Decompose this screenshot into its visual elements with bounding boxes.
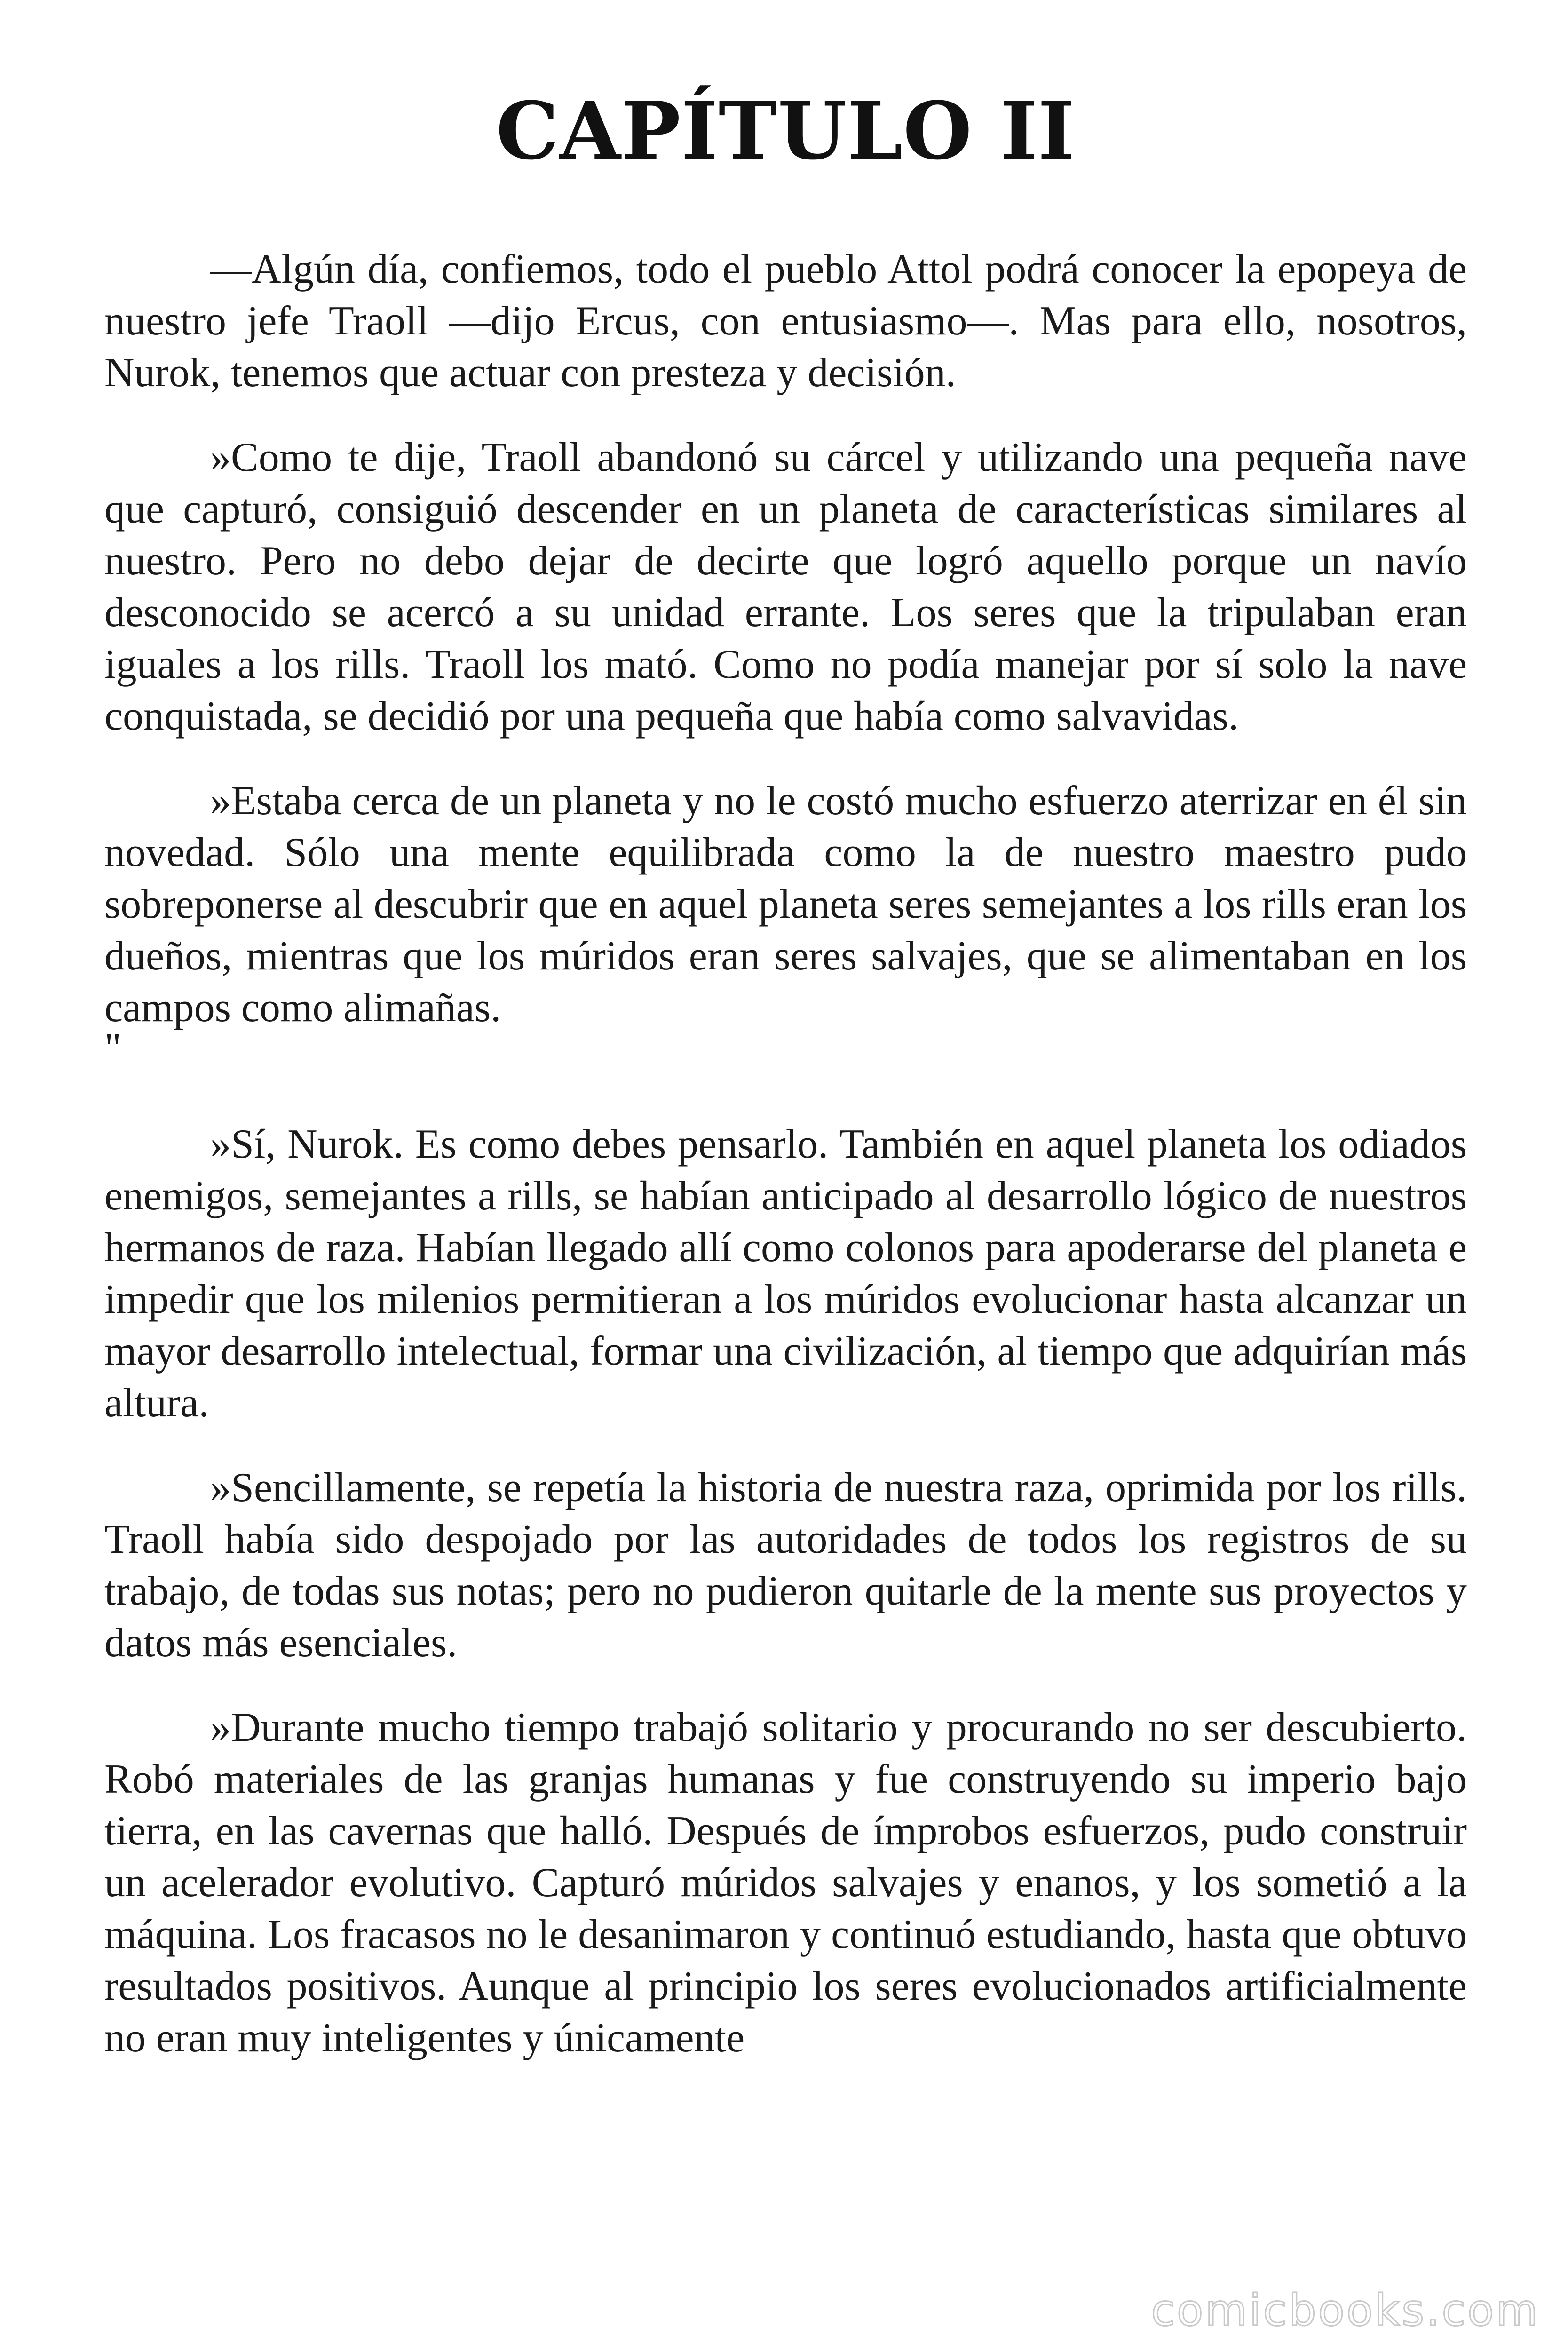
- chapter-body: [104, 244, 1467, 2064]
- chapter-title: CAPÍTULO II: [496, 84, 1076, 177]
- paragraph-5: »Sencillamente, se repetía la historia de nuestra raza, oprimida por los rills. Traoll había sido despojado por las autoridades de todos los registros de su trabajo, de todas sus notas; pero no pudieron quitarle de la mente sus proyectos y datos más esenciales.: [104, 1465, 1467, 1666]
- paragraph-6: »Durante mucho tiempo trabajó solitario y procurando no ser descubierto. Robó materiales de las granjas humanas y fue construyendo su imperio bajo tierra, en las cavernas que halló. Después de ímprobos esfuerzos, pudo construir un acelerador evolutivo. Capturó múridos salvajes y enanos, y los sometió a la máquina. Los fracasos no le desanimaron y continuó estudiando, hasta que obtuvo resultados positivos. Aunque al principio los seres evolucionados artificialmente no eran muy inteligentes y únicamente: [104, 1705, 1467, 2061]
- paragraph-4: »Sí, Nurok. Es como debes pensarlo. También en aquel planeta los odiados enemigos, semejantes a rills, se habían anticipado al desarrollo lógico de nuestros hermanos de raza. Habían llegado allí como colonos para apoderarse del planeta e impedir que los milenios permitieran a los múridos evolucionar hasta alcanzar un mayor desarrollo intelectual, formar una civilización, al tiempo que adquirían más altura.: [104, 1121, 1467, 1426]
- paragraph-1: —Algún día, confiemos, todo el pueblo Attol podrá conocer la epopeya de nuestro jefe Traoll —dijo Ercus, con entusiasmo—. Mas para ello, nosotros, Nurok, tenemos que actuar con presteza y decisión.: [104, 246, 1467, 396]
- watermark-logo: comicbooks.com: [1151, 2285, 1540, 2336]
- paragraph-2: »Como te dije, Traoll abandonó su cárcel y utilizando una pequeña nave que capturó, consiguió descender en un planeta de características similares al nuestro. Pero no debo dejar de decirte que logró aquello porque un navío desconocido se acercó a su unidad errante. Los seres que la tripulaban eran iguales a los rills. Traoll los mató. Como no podía manejar por sí solo la nave conquistada, se decidió por una pequeña que había como salvavidas.: [104, 435, 1467, 739]
- stray-quote-mark: ": [104, 1025, 121, 1071]
- paragraph-3: »Estaba cerca de un planeta y no le costó mucho esfuerzo aterrizar en él sin novedad. Sólo una mente equilibrada como la de nuestro maestro pudo sobreponerse al descubrir que en aquel planeta seres semejantes a los rills eran los dueños, mientras que los múridos eran seres salvajes, que se alimentaban en los campos como alimañas.: [104, 778, 1467, 1031]
